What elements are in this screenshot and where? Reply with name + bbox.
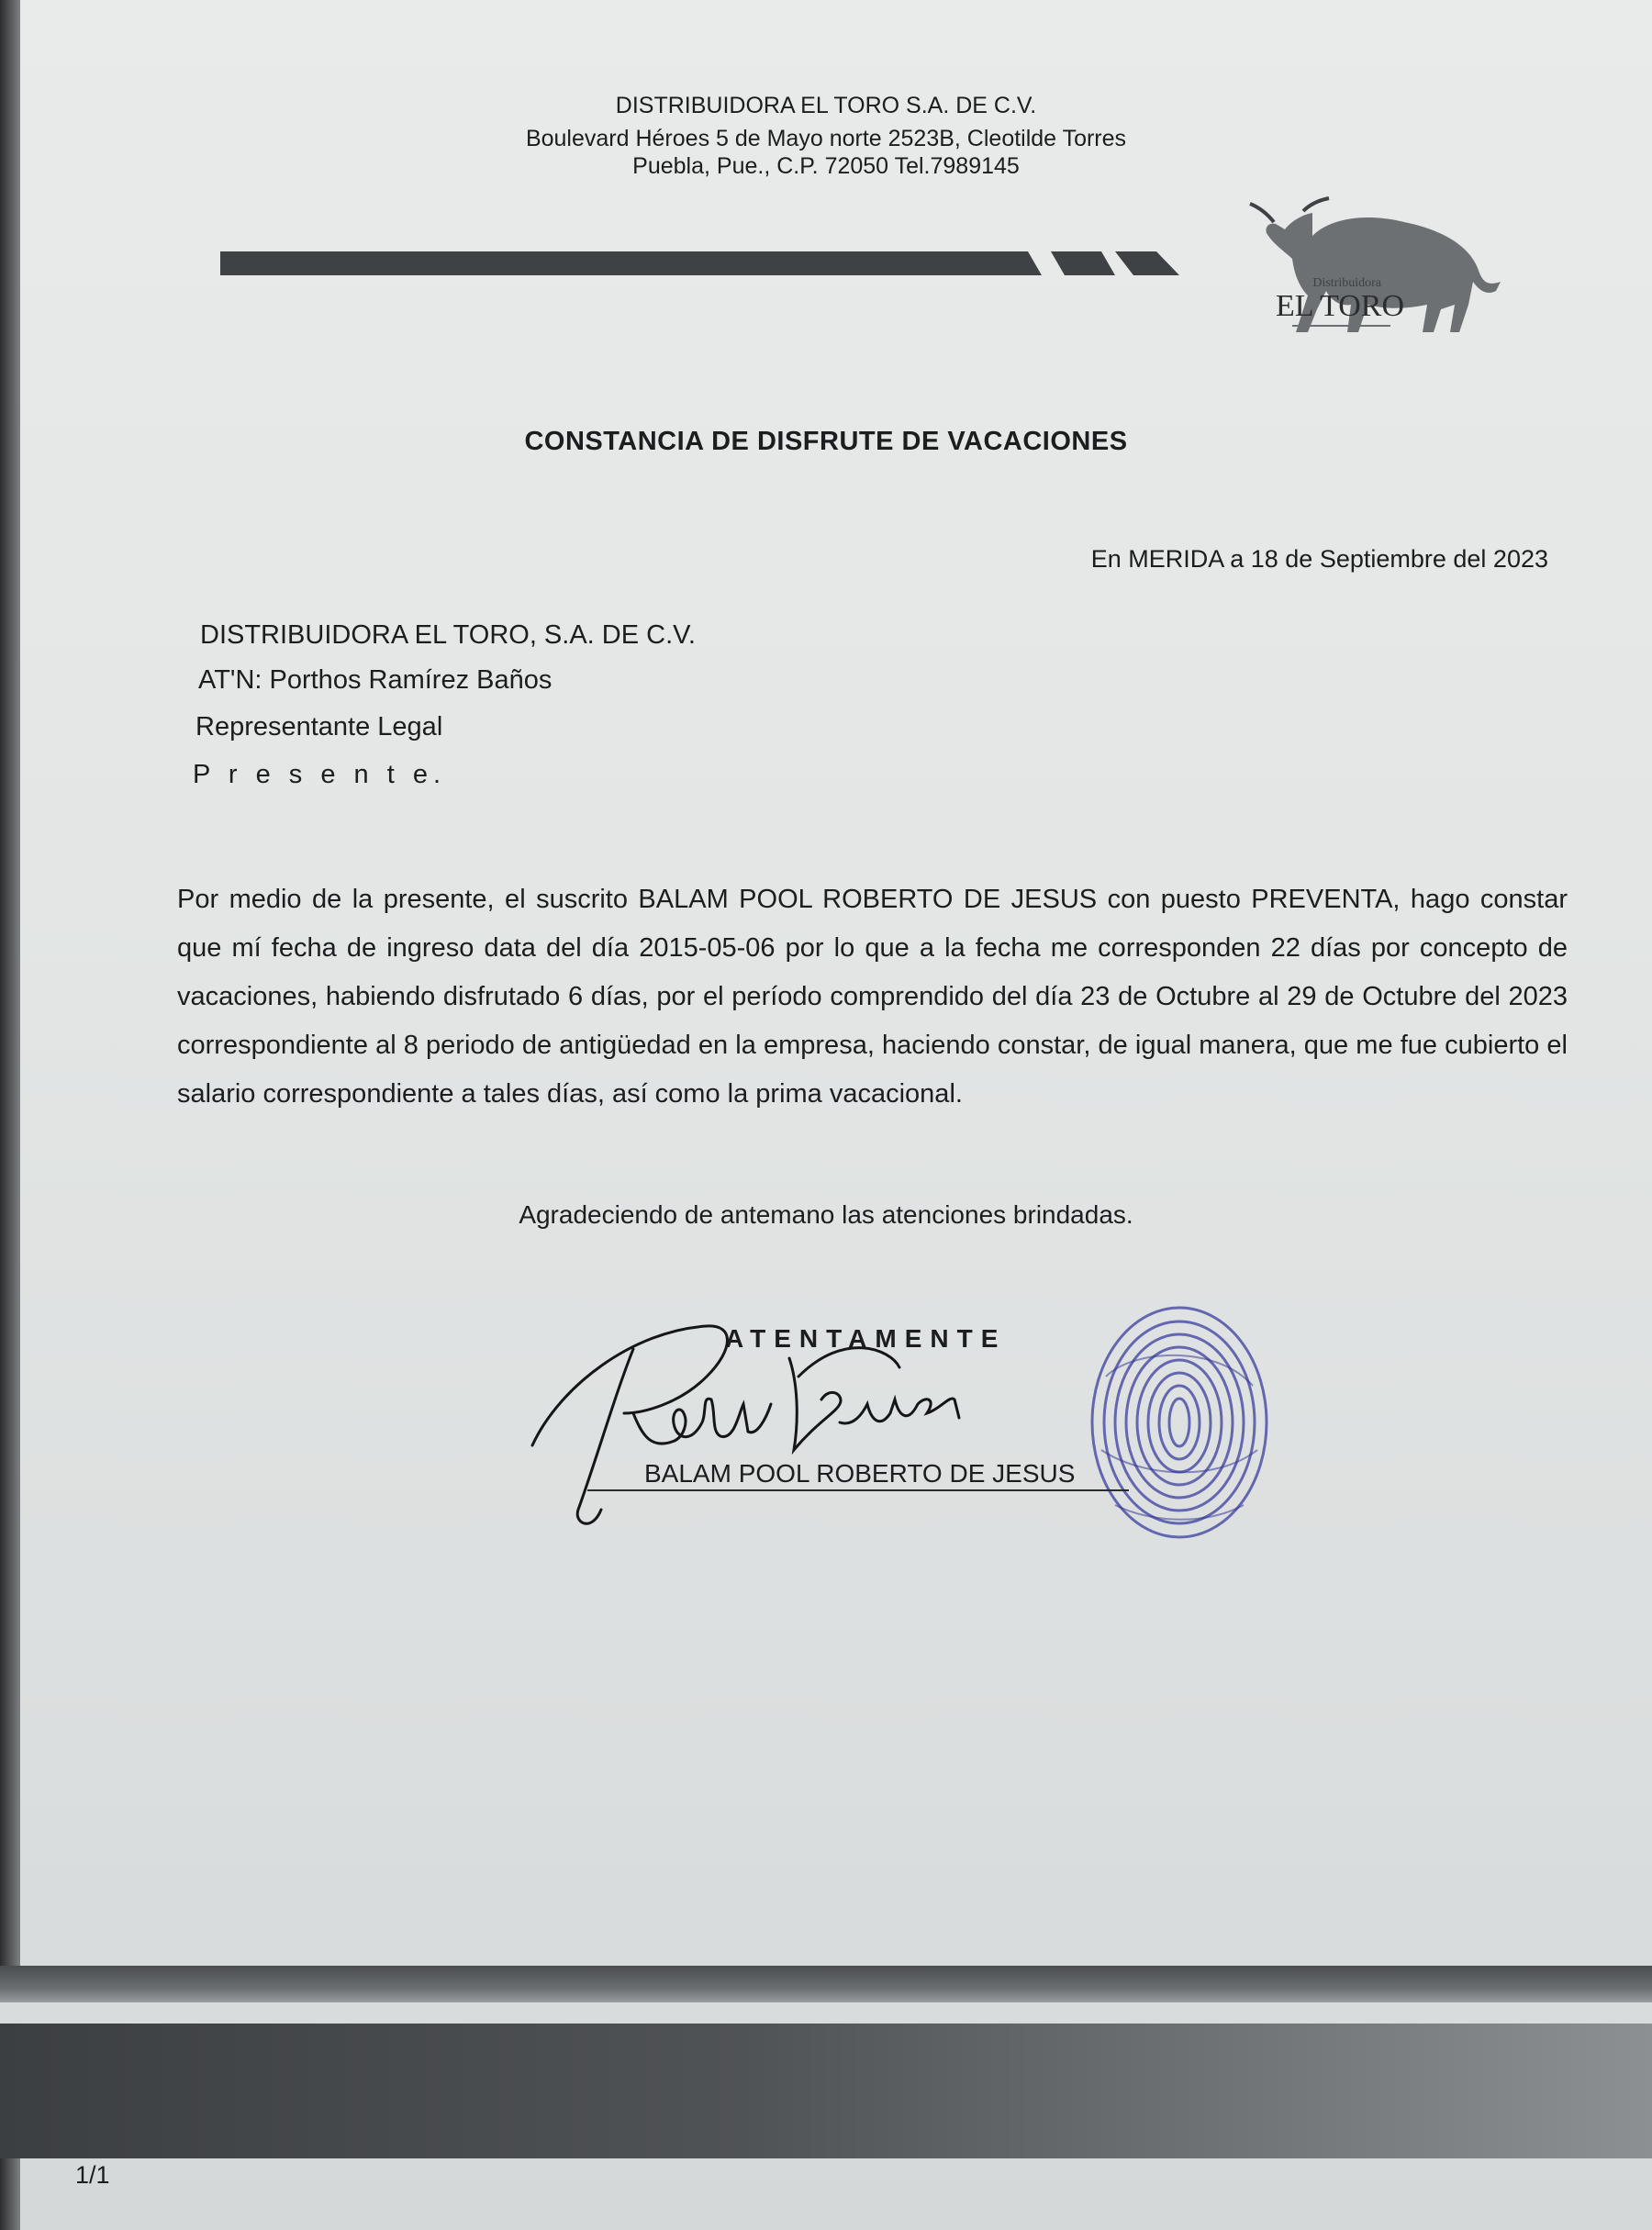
page-number: 1/1 (75, 2161, 110, 2189)
fingerprint-icon (1078, 1294, 1280, 1546)
salutation: P r e s e n t e. (193, 760, 447, 789)
recipient-attn: AT'N: Porthos Ramírez Baños (198, 665, 553, 695)
header-stripe (220, 248, 1184, 284)
signature-icon (523, 1312, 1037, 1551)
document-title: CONSTANCIA DE DISFRUTE DE VACACIONES (524, 427, 1128, 456)
company-address: Boulevard Héroes 5 de Mayo norte 2523B, Cleotilde Torres (525, 126, 1127, 151)
signature-line (587, 1489, 1129, 1491)
footer-bar-gap (0, 2002, 1652, 2024)
bull-logo-icon (1193, 195, 1505, 341)
company-name: DISTRIBUIDORA EL TORO S.A. DE C.V. (615, 93, 1037, 118)
logo-main-text: EL TORO (1275, 289, 1405, 323)
closing-thanks: Agradeciendo de antemano las atenciones brindadas. (519, 1200, 1133, 1229)
recipient-company: DISTRIBUIDORA EL TORO, S.A. DE C.V. (200, 620, 696, 650)
company-city: Puebla, Pue., C.P. 72050 Tel.7989145 (632, 153, 1020, 179)
dateline: En MERIDA a 18 de Septiembre del 2023 (1090, 545, 1548, 573)
page-edge-shadow (0, 0, 20, 2230)
body-paragraph: Por medio de la presente, el suscrito BALAM POOL ROBERTO DE JESUS con puesto PREVENTA, hago constar que mí fecha de ingreso data del día 2015-05-06 por lo que a la fecha me corresponden 22 días por concepto de vacaciones, habiendo disfrutado 6 días, por el período comprendido del día 23 de Octubre al 29 de Octubre del 2023 correspondiente al 8 periodo de antigüedad en la empresa, haciendo constar, de igual manera, que me fue cubierto el salario correspondiente a tales días, así como la prima vacacional. (177, 885, 1568, 1109)
logo-small-text: Distribuidora (1312, 276, 1381, 290)
closing-regards: ATENTAMENTE (725, 1324, 1007, 1353)
footer-bar-top (0, 1966, 1652, 2002)
signer-name: BALAM POOL ROBERTO DE JESUS (644, 1459, 1076, 1488)
recipient-role: Representante Legal (195, 712, 443, 741)
footer-bar-bottom (0, 2024, 1652, 2158)
